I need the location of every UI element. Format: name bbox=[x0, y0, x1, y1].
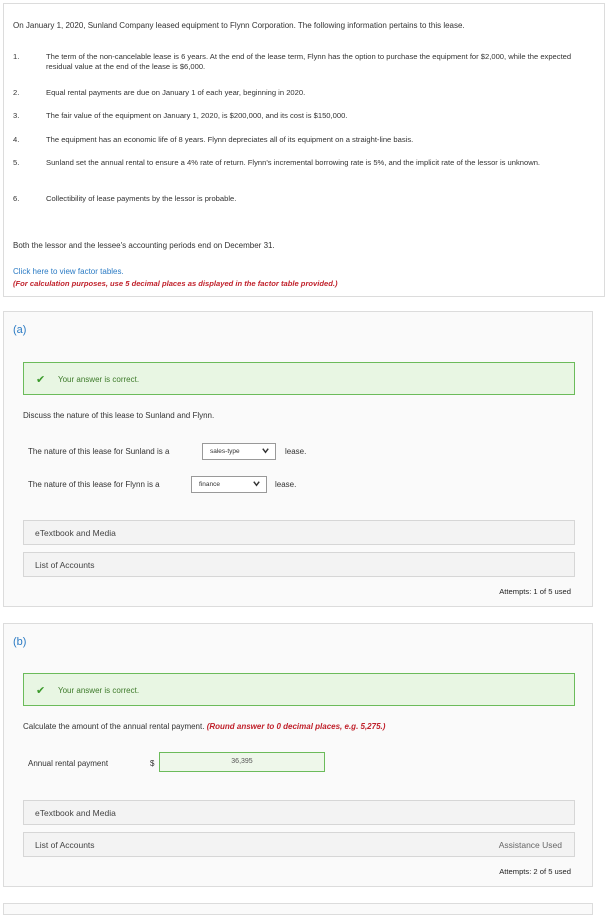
correct-message: Your answer is correct. bbox=[58, 375, 140, 384]
accounting-period-note: Both the lessor and the lessee's accounting periods end on December 31. bbox=[13, 241, 275, 250]
check-icon: ✔ bbox=[36, 374, 46, 386]
annual-rental-input[interactable]: 36,395 bbox=[159, 752, 325, 772]
part-a-label: (a) bbox=[13, 324, 27, 336]
attempts-counter: Attempts: 1 of 5 used bbox=[499, 587, 571, 596]
sunland-lease-select[interactable]: sales-type bbox=[202, 443, 276, 460]
lease-suffix: lease. bbox=[285, 447, 307, 456]
list-of-accounts-button[interactable]: List of Accounts Assistance Used bbox=[23, 832, 575, 857]
calculation-note: (For calculation purposes, use 5 decimal places as displayed in the factor table provided.) bbox=[13, 279, 338, 288]
next-section bbox=[3, 903, 593, 915]
part-b-question: Calculate the amount of the annual rental payment. (Round answer to 0 decimal places, e.g. 5,275.) bbox=[23, 722, 386, 731]
part-a-question: Discuss the nature of this lease to Sunland and Flynn. bbox=[23, 411, 215, 420]
flynn-nature-label: The nature of this lease for Flynn is a bbox=[28, 480, 160, 489]
list-of-accounts-button[interactable]: List of Accounts bbox=[23, 552, 575, 577]
check-icon: ✔ bbox=[36, 685, 46, 697]
etextbook-button[interactable]: eTextbook and Media bbox=[23, 800, 575, 825]
chevron-down-icon bbox=[252, 479, 261, 490]
part-b-section bbox=[3, 623, 593, 887]
annual-rental-label: Annual rental payment bbox=[28, 759, 109, 768]
currency-symbol: $ bbox=[150, 759, 155, 768]
part-a-section bbox=[3, 311, 593, 607]
factor-tables-link[interactable]: Click here to view factor tables. bbox=[13, 267, 124, 276]
etextbook-button[interactable]: eTextbook and Media bbox=[23, 520, 575, 545]
part-b-label: (b) bbox=[13, 636, 27, 648]
chevron-down-icon bbox=[261, 446, 270, 457]
problem-statement: On January 1, 2020, Sunland Company leased equipment to Flynn Corporation. The following information pertains to this lease. 1. The term of the non-cancelable lease is 6 years. At the end of the lease term, Flynn has the option to purchase the equipment for $2,000, while the expected residual value at the end of the lease is $6,000. 2. Equal rental payments are due on January 1 of each year, beginning in 2020. 3. The fair value of the equipment on January 1, 2020, is $200,000, and its cost is $150,000. 4. The equipment has an economic life of 8 years. Flynn depreciates all of its equipment on a straight-line basis. 5. Sunland set the annual rental to ensure a 4% rate of return. Flynn's incremental borrowing rate is 5%, and the implicit rate of the lessor is unknown. 6. Collectibility of lease payments by the lessor is probable. Both the lessor and the lessee's accounting periods end on December 31. Click here to view factor tables. (For calculation purposes, use 5 decimal places as displayed in the factor table provided.) bbox=[3, 3, 605, 297]
attempts-counter: Attempts: 2 of 5 used bbox=[499, 867, 571, 876]
rounding-note: (Round answer to 0 decimal places, e.g. 5,275.) bbox=[206, 722, 386, 731]
correct-banner bbox=[23, 673, 575, 706]
flynn-lease-select[interactable]: finance bbox=[191, 476, 267, 493]
lease-suffix: lease. bbox=[275, 480, 297, 489]
assistance-used-label: Assistance Used bbox=[498, 840, 562, 850]
problem-intro: On January 1, 2020, Sunland Company leased equipment to Flynn Corporation. The following information pertains to this lease. bbox=[13, 21, 465, 30]
correct-message: Your answer is correct. bbox=[58, 686, 140, 695]
sunland-nature-label: The nature of this lease for Sunland is a bbox=[28, 447, 170, 456]
correct-banner bbox=[23, 362, 575, 395]
